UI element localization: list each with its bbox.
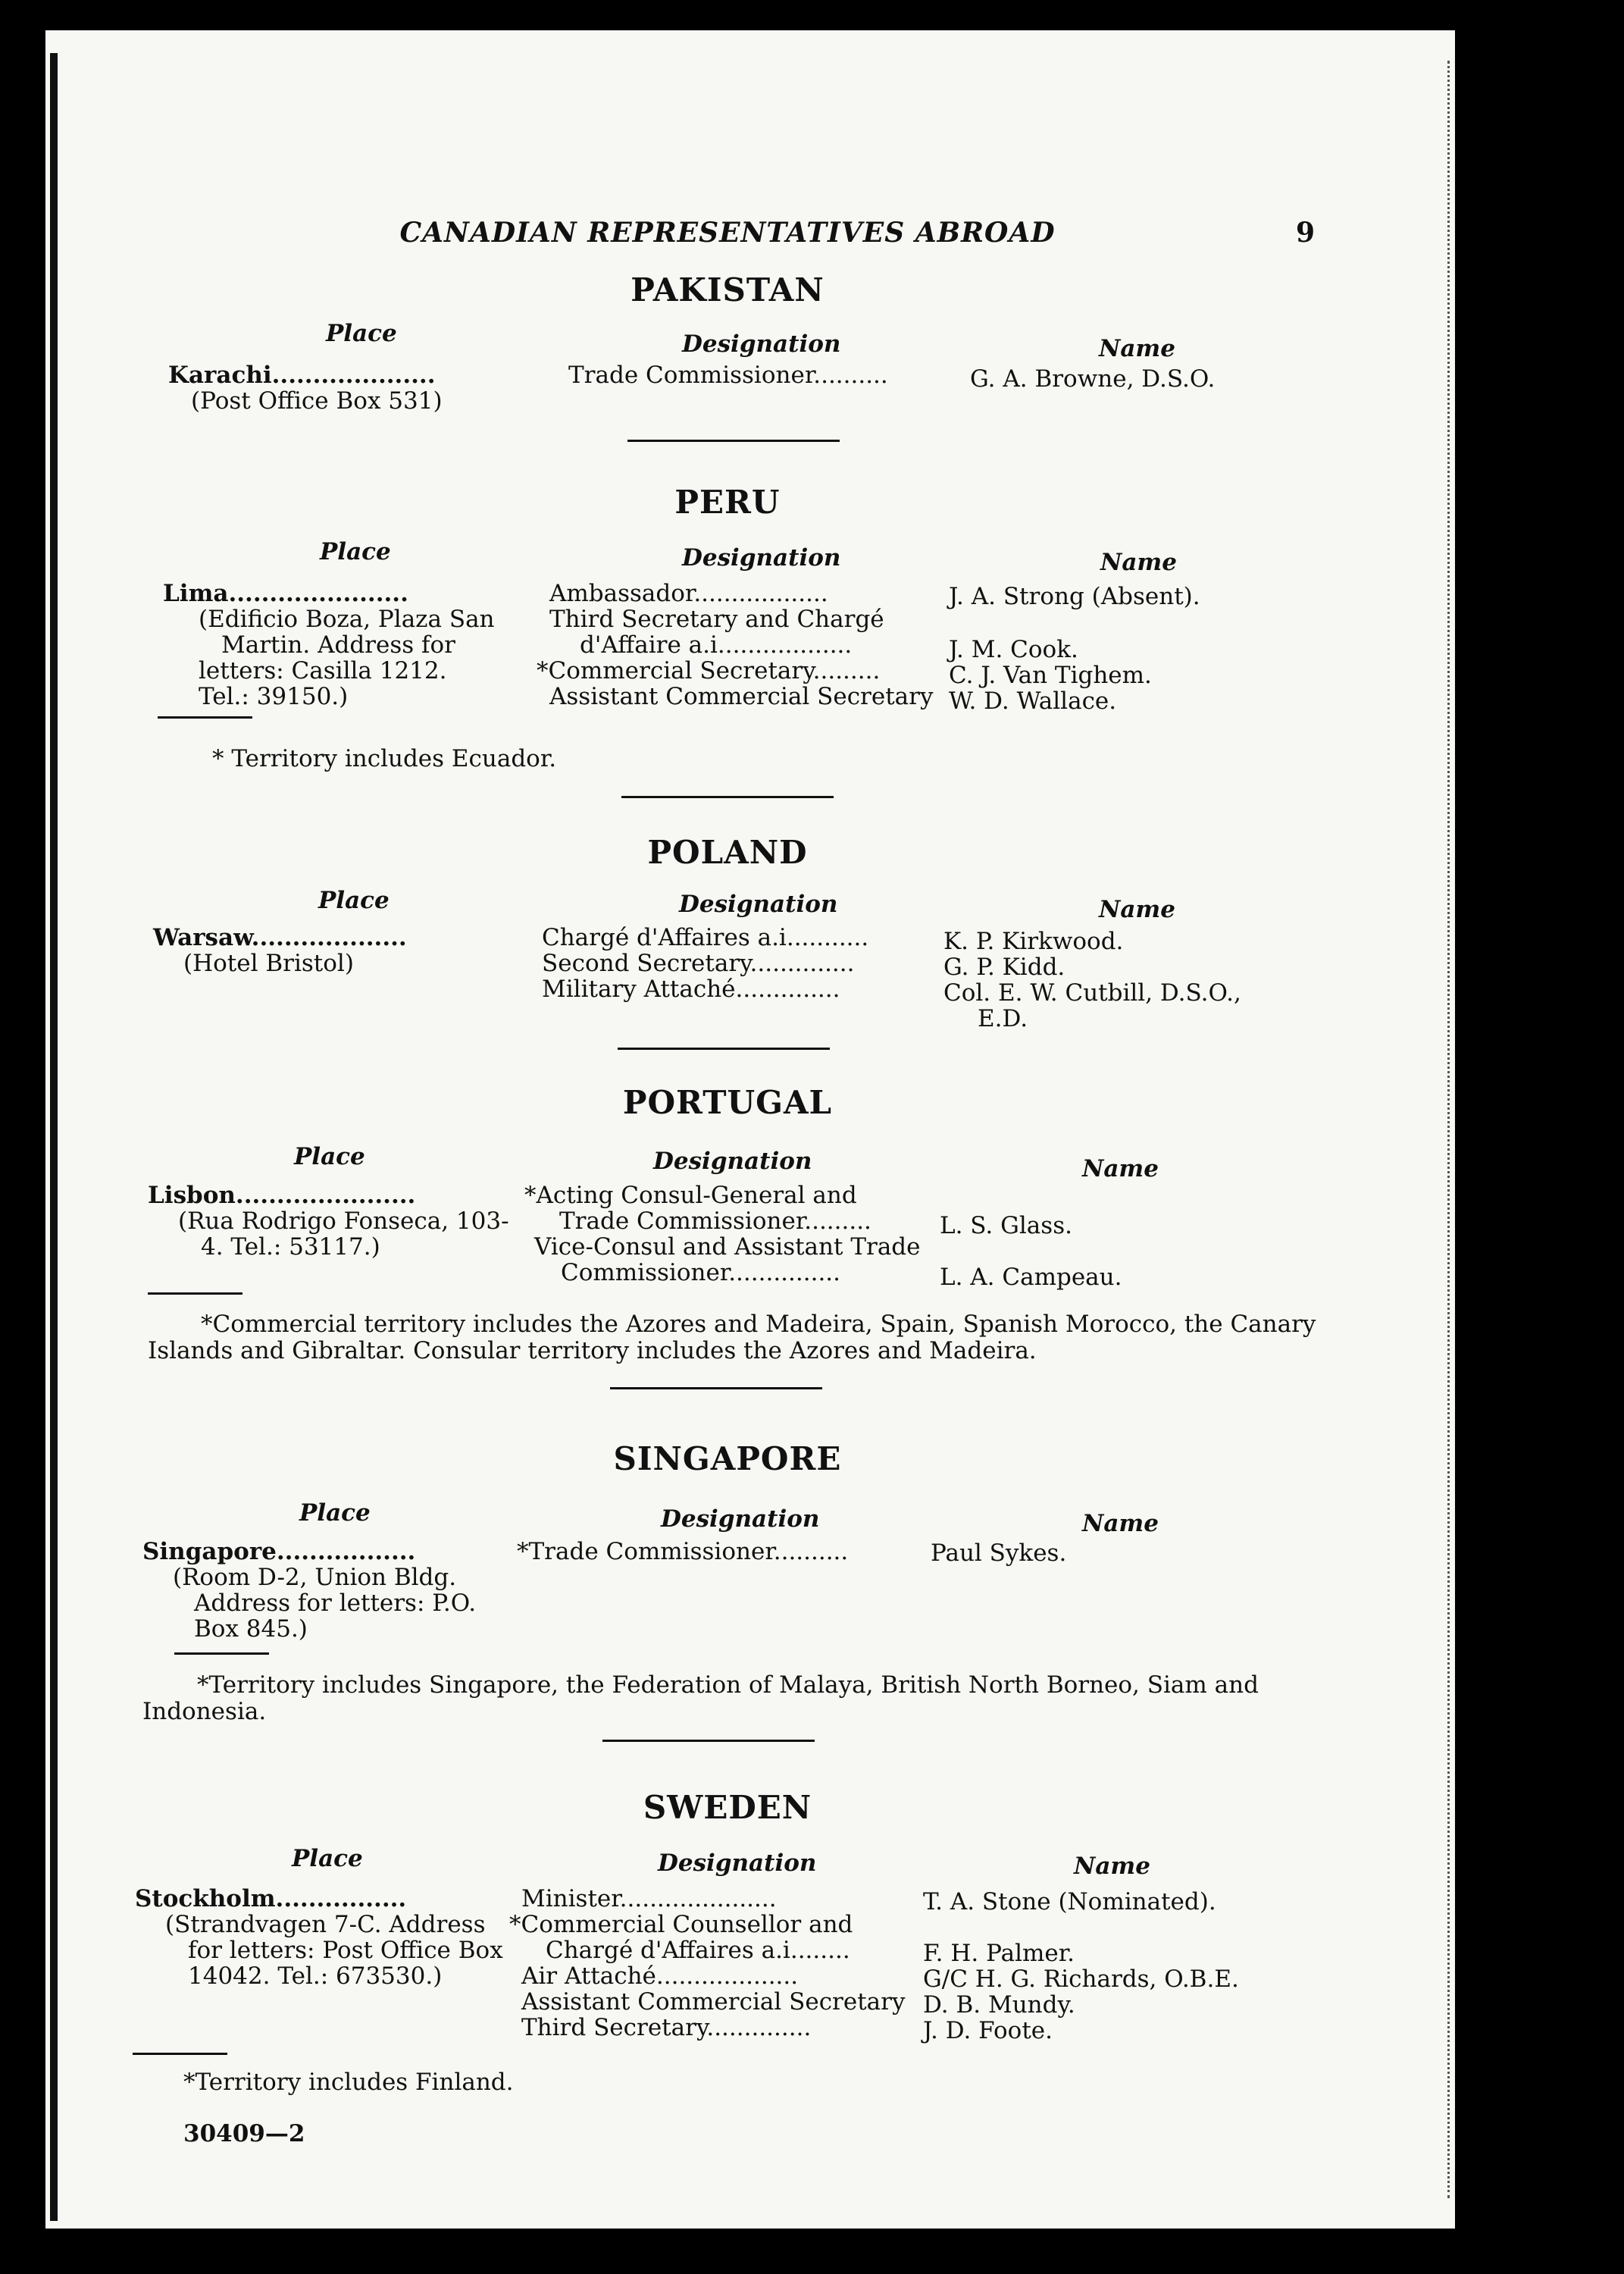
name-heading: Name — [1100, 549, 1177, 576]
place-line: Stockholm................ — [135, 1885, 407, 1912]
print-code: 30409—2 — [183, 2120, 305, 2147]
place-heading: Place — [294, 1143, 365, 1170]
binding-edge — [50, 53, 58, 2221]
name-line: K. P. Kirkwood. — [943, 928, 1124, 955]
footnote: *Territory includes Finland. — [183, 2069, 514, 2096]
name-heading: Name — [1099, 335, 1175, 362]
designation-heading: Designation — [661, 1505, 820, 1533]
footnote: *Territory includes Singapore, the Federation of Malaya, British North Borneo, Siam and Indonesia. — [142, 1671, 1259, 1725]
place-line: for letters: Post Office Box — [188, 1937, 503, 1964]
place-line: Warsaw................... — [153, 924, 407, 951]
country-pakistan: PAKISTAN — [631, 271, 825, 309]
designation-line: Trade Commissioner......... — [559, 1207, 871, 1235]
name-line: G. P. Kidd. — [943, 954, 1065, 981]
document-page — [45, 30, 1455, 2229]
designation-line: Second Secretary.............. — [542, 950, 855, 977]
section-divider — [627, 440, 840, 442]
footnote: *Commercial territory includes the Azores and Madeira, Spain, Spanish Morocco, the Canary Islands and Gibraltar. Consular territory includes the Azores and Madeira. — [148, 1311, 1316, 1364]
name-line: E.D. — [978, 1005, 1028, 1032]
designation-line: Third Secretary and Chargé — [549, 606, 884, 633]
designation-heading: Designation — [682, 544, 841, 572]
name-line: L. A. Campeau. — [940, 1264, 1122, 1291]
name-line: Col. E. W. Cutbill, D.S.O., — [943, 979, 1241, 1007]
place-line: 4. Tel.: 53117.) — [201, 1233, 380, 1261]
name-heading: Name — [1082, 1155, 1159, 1182]
name-heading: Name — [1099, 896, 1175, 923]
name-line: L. S. Glass. — [940, 1212, 1072, 1239]
designation-line: Assistant Commercial Secretary — [549, 683, 934, 710]
country-peru: PERU — [674, 484, 781, 521]
place-line: (Rua Rodrigo Fonseca, 103- — [178, 1207, 509, 1235]
place-heading: Place — [299, 1499, 371, 1527]
designation-heading: Designation — [679, 891, 838, 918]
country-portugal: PORTUGAL — [622, 1084, 833, 1121]
designation-line: Third Secretary.............. — [521, 2014, 812, 2041]
designation-line: Trade Commissioner.......... — [568, 362, 888, 389]
name-line: Paul Sykes. — [931, 1539, 1067, 1567]
country-poland: POLAND — [647, 834, 808, 871]
place-line: Box 845.) — [194, 1615, 308, 1643]
name-line: T. A. Stone (Nominated). — [923, 1888, 1216, 1915]
designation-line: Commissioner............... — [561, 1259, 841, 1286]
designation-line: d'Affaire a.i.................. — [580, 631, 853, 659]
name-line: G/C H. G. Richards, O.B.E. — [923, 1965, 1239, 1993]
place-line: Lima...................... — [163, 580, 408, 607]
place-heading: Place — [326, 320, 397, 347]
name-line: D. B. Mundy. — [923, 1991, 1075, 2019]
name-line: C. J. Van Tighem. — [949, 662, 1152, 689]
name-line: J. M. Cook. — [949, 636, 1078, 663]
name-line: G. A. Browne, D.S.O. — [970, 365, 1216, 393]
place-line: (Post Office Box 531) — [191, 387, 443, 415]
designation-line: Minister..................... — [521, 1885, 777, 1912]
place-line: Singapore................. — [142, 1538, 416, 1565]
name-heading: Name — [1074, 1853, 1150, 1880]
footnote-rule — [174, 1652, 269, 1655]
place-heading: Place — [292, 1845, 363, 1872]
designation-line: Military Attaché.............. — [542, 976, 840, 1003]
designation-line: *Commercial Secretary......... — [537, 657, 881, 684]
designation-heading: Designation — [682, 330, 841, 358]
running-head: CANADIAN REPRESENTATIVES ABROAD — [399, 217, 1056, 249]
place-heading: Place — [318, 887, 390, 914]
place-line: Karachi.................... — [168, 362, 436, 389]
place-line: (Edificio Boza, Plaza San — [199, 606, 495, 633]
designation-heading: Designation — [653, 1148, 812, 1175]
designation-line: *Commercial Counsellor and — [509, 1911, 853, 1938]
place-line: Tel.: 39150.) — [199, 683, 349, 710]
country-sweden: SWEDEN — [643, 1789, 812, 1826]
name-line: F. H. Palmer. — [923, 1940, 1075, 1967]
place-heading: Place — [320, 538, 391, 565]
place-line: Lisbon...................... — [148, 1182, 416, 1209]
country-singapore: SINGAPORE — [613, 1440, 842, 1477]
section-divider — [610, 1387, 822, 1389]
page-edge — [1447, 61, 1452, 2198]
designation-line: Chargé d'Affaires a.i........... — [542, 924, 869, 951]
place-line: letters: Casilla 1212. — [199, 657, 447, 684]
designation-line: Assistant Commercial Secretary — [521, 1988, 906, 2016]
place-line: Address for letters: P.O. — [194, 1590, 477, 1617]
footnote-rule — [148, 1292, 243, 1295]
section-divider — [621, 796, 834, 798]
footnote-rule — [158, 716, 252, 719]
designation-heading: Designation — [658, 1850, 817, 1877]
name-line: J. A. Strong (Absent). — [949, 583, 1200, 610]
footnote: * Territory includes Ecuador. — [212, 745, 557, 772]
designation-line: Ambassador.................. — [549, 580, 828, 607]
place-line: 14042. Tel.: 673530.) — [188, 1962, 443, 1990]
place-line: (Strandvagen 7-C. Address — [165, 1911, 486, 1938]
designation-line: *Acting Consul-General and — [524, 1182, 857, 1209]
place-line: Martin. Address for — [221, 631, 455, 659]
page-number: 9 — [1296, 217, 1316, 249]
name-heading: Name — [1082, 1510, 1159, 1537]
footnote-rule — [133, 2053, 227, 2055]
designation-line: Air Attaché................... — [521, 1962, 799, 1990]
designation-line: *Trade Commissioner.......... — [517, 1538, 849, 1565]
place-line: (Room D-2, Union Bldg. — [173, 1564, 457, 1591]
designation-line: Chargé d'Affaires a.i........ — [546, 1937, 850, 1964]
place-line: (Hotel Bristol) — [183, 950, 354, 977]
section-divider — [602, 1740, 815, 1742]
designation-line: Vice-Consul and Assistant Trade — [534, 1233, 921, 1261]
name-line: W. D. Wallace. — [949, 688, 1117, 715]
name-line: J. D. Foote. — [923, 2017, 1053, 2044]
section-divider — [618, 1048, 830, 1050]
